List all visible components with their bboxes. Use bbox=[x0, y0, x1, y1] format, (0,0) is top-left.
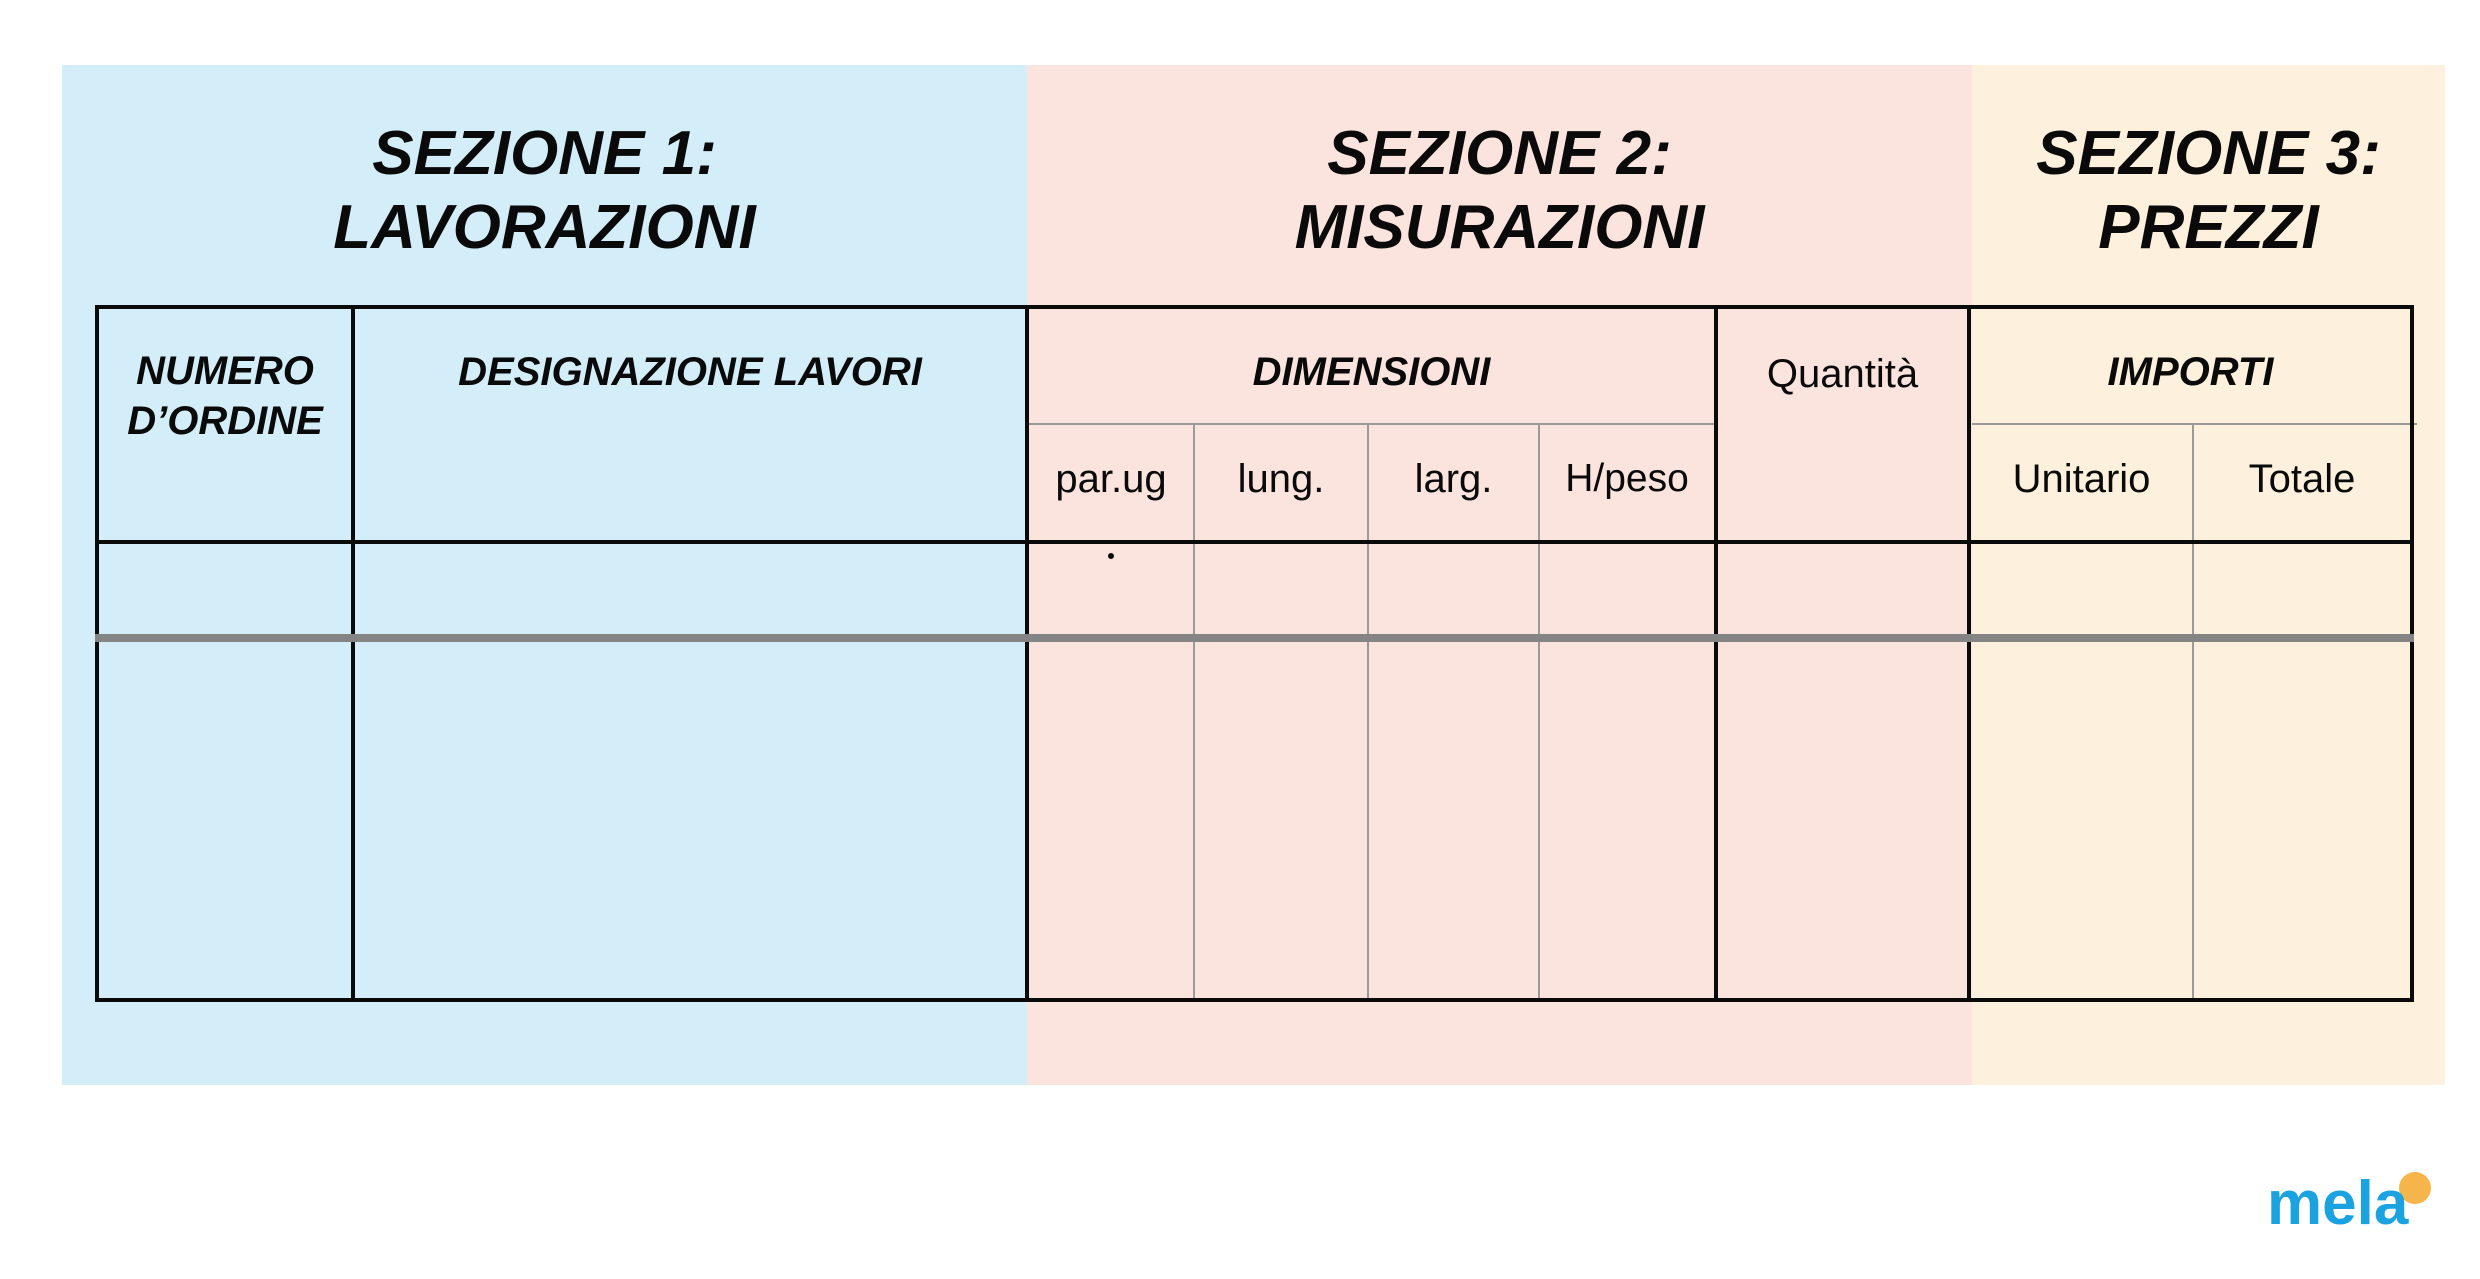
stray-dot bbox=[1108, 553, 1114, 559]
header-designazione-lavori: DESIGNAZIONE LAVORI bbox=[458, 350, 922, 394]
header-unitario: Unitario bbox=[2012, 457, 2151, 501]
section-1-title-line2: LAVORAZIONI bbox=[333, 193, 756, 262]
col-divider-quantita bbox=[1714, 305, 1718, 1002]
header-bottom-line bbox=[95, 540, 2414, 544]
row-separator-band bbox=[95, 634, 2414, 642]
header-numero-ordine bbox=[99, 346, 351, 446]
section-3-title-line2: PREZZI bbox=[2098, 193, 2319, 262]
header-par-ug: par.ug bbox=[1055, 457, 1167, 501]
section-2-title bbox=[1027, 117, 1972, 265]
header-dimensioni: DIMENSIONI bbox=[1252, 350, 1491, 394]
section-1-title bbox=[62, 117, 1027, 265]
section-2-title-line2: MISURAZIONI bbox=[1294, 193, 1705, 262]
header-numero-ordine-line1: NUMERO bbox=[136, 349, 314, 393]
header-totale: Totale bbox=[2248, 457, 2356, 501]
table-border-top bbox=[95, 305, 2414, 309]
section-1-title-line1: SEZIONE 1: bbox=[372, 119, 717, 188]
col-divider-designazione bbox=[351, 305, 355, 1002]
section-2-title-line1: SEZIONE 2: bbox=[1327, 119, 1672, 188]
col-divider-importi bbox=[1967, 305, 1971, 1002]
table-border-bottom bbox=[95, 998, 2414, 1002]
section-3-title bbox=[1972, 117, 2445, 265]
header-lung: lung. bbox=[1237, 457, 1325, 501]
col-divider-larg bbox=[1367, 424, 1369, 1000]
col-divider-dimensioni bbox=[1025, 305, 1029, 1002]
mela-logo bbox=[2265, 1160, 2450, 1240]
logo-text: mela bbox=[2267, 1169, 2409, 1238]
table-border-right bbox=[2410, 305, 2414, 1002]
header-quantita: Quantità bbox=[1766, 352, 1919, 396]
section-3-title-line1: SEZIONE 3: bbox=[2036, 119, 2381, 188]
header-larg: larg. bbox=[1414, 457, 1493, 501]
dimensioni-subheader-line bbox=[1027, 423, 1715, 425]
header-importi: IMPORTI bbox=[2107, 350, 2274, 394]
header-numero-ordine-line2: D’ORDINE bbox=[127, 399, 323, 443]
col-divider-hpeso bbox=[1538, 424, 1540, 1000]
header-h-peso: H/peso bbox=[1565, 457, 1689, 500]
col-divider-lung bbox=[1193, 424, 1195, 1000]
col-divider-totale bbox=[2192, 424, 2194, 1000]
importi-subheader-line bbox=[1972, 423, 2417, 425]
